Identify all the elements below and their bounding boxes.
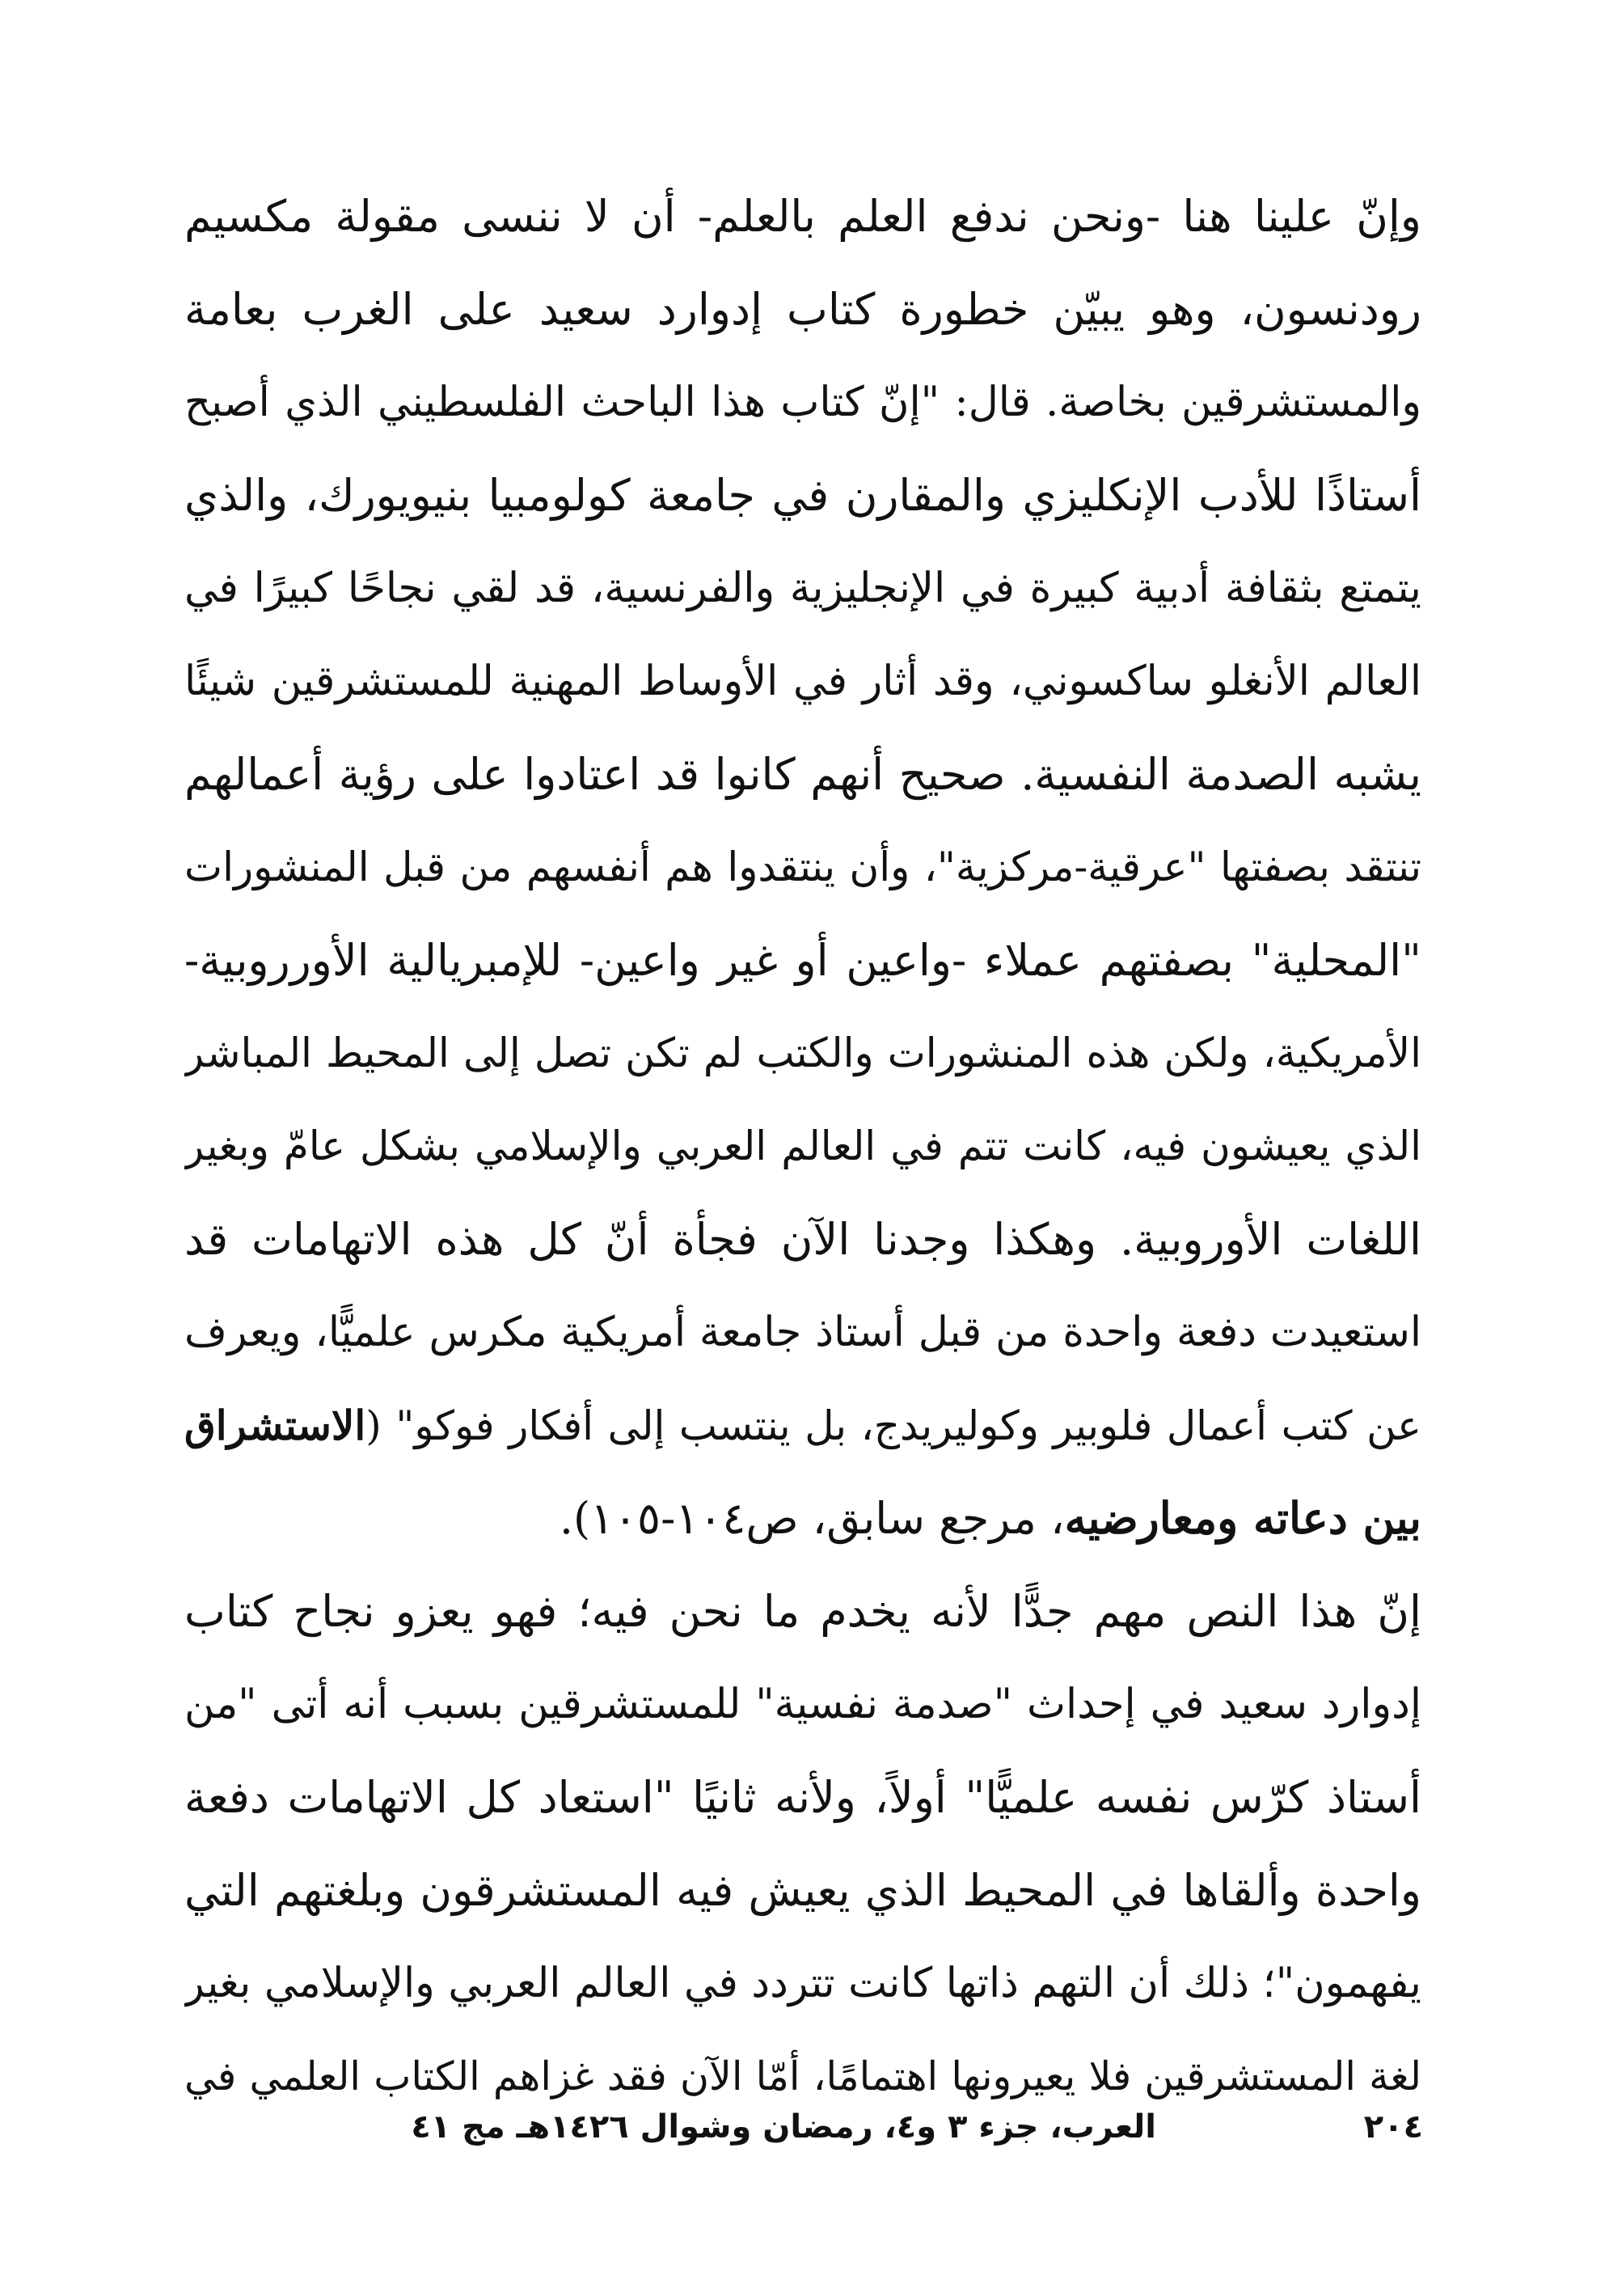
text-line: أستاذًا للأدب الإنكليزي والمقارن في جامعة كولومبيا بنيويورك، والذي bbox=[184, 470, 1421, 521]
text-line: يشبه الصدمة النفسية. صحيح أنهم كانوا قد اعتادوا على رؤية أعمالهم bbox=[184, 749, 1421, 800]
page-footer bbox=[307, 2095, 1423, 2159]
text-line: رودنسون، وهو يبيّن خطورة كتاب إدوارد سعيد على الغرب بعامة bbox=[184, 284, 1421, 335]
text-line: الذي يعيشون فيه، كانت تتم في العالم العربي والإسلامي بشكل عامّ وبغير bbox=[184, 1123, 1421, 1169]
paragraph-2 bbox=[184, 1565, 1421, 2123]
text-line: "المحلية" بصفتهم عملاء -واعين أو غير واعين- للإمبريالية الأورروبية- bbox=[184, 935, 1421, 986]
text-line: أستاذ كرّس نفسه علميًّا" أولاً، ولأنه ثانيًا "استعاد كل الاتهامات دفعة bbox=[184, 1772, 1421, 1823]
text-line: يفهمون"؛ ذلك أن التهم ذاتها كانت تتردد في العالم العربي والإسلامي بغير bbox=[184, 1960, 1421, 2007]
text-line: الأمريكية، ولكن هذه المنشورات والكتب لم تكن تصل إلى المحيط المباشر bbox=[184, 1030, 1421, 1076]
body-text bbox=[184, 170, 1421, 2123]
book-title-part-1: الاستشراق bbox=[184, 1402, 366, 1449]
text-line: والمستشرقين بخاصة. قال: "إنّ كتاب هذا الباحث الفلسطيني الذي أصبح bbox=[184, 378, 1421, 426]
text-line: وإنّ علينا هنا -ونحن ندفع العلم بالعلم- أن لا ننسى مقولة مكسيم bbox=[184, 191, 1421, 242]
text-line: إنّ هذا النص مهم جدًّا لأنه يخدم ما نحن فيه؛ فهو يعزو نجاح كتاب bbox=[184, 1586, 1421, 1637]
text-line: اللغات الأوروبية. وهكذا وجدنا الآن فجأة أنّ كل هذه الاتهامات قد bbox=[184, 1214, 1421, 1265]
text-line: تنتقد بصفتها "عرقية-مركزية"، وأن ينتقدوا هم أنفسهم من قبل المنشورات bbox=[184, 844, 1421, 890]
book-title-part-2: بين دعاته ومعارضيه bbox=[1064, 1492, 1421, 1544]
text-line: العالم الأنغلو ساكسوني، وقد أثار في الأوساط المهنية للمستشرقين شيئًا bbox=[184, 658, 1421, 705]
text-line-with-title bbox=[184, 1379, 1421, 1472]
journal-reference: العرب، جزء ٣ و٤، رمضان وشوال ١٤٢٦هـ مج ٤١ bbox=[411, 2108, 1156, 2146]
citation-text: ، مرجع سابق، ص١٠٤-١٠٥). bbox=[559, 1493, 1065, 1544]
text-segment: عن كتب أعمال فلوبير وكوليريدج، بل ينتسب إلى أفكار فوكو" ( bbox=[365, 1402, 1421, 1449]
page-number: ٢٠٤ bbox=[1363, 2108, 1423, 2146]
text-line: يتمتع بثقافة أدبية كبيرة في الإنجليزية والفرنسية، قد لقي نجاحًا كبيرًا في bbox=[184, 564, 1421, 612]
text-line-with-title bbox=[184, 1472, 1421, 1565]
paragraph-1 bbox=[184, 170, 1421, 1565]
text-line: واحدة وألقاها في المحيط الذي يعيش فيه المستشرقون وبلغتهم التي bbox=[184, 1865, 1421, 1916]
text-line: استعيدت دفعة واحدة من قبل أستاذ جامعة أمريكية مكرس علميًّا، ويعرف bbox=[184, 1309, 1421, 1356]
text-line: لغة المستشرقين فلا يعيرونها اهتمامًا، أمّا الآن فقد غزاهم الكتاب العلمي في bbox=[184, 2053, 1421, 2099]
text-line: إدوارد سعيد في إحداث "صدمة نفسية" للمستشرقين بسبب أنه أتى "من bbox=[184, 1681, 1421, 1728]
